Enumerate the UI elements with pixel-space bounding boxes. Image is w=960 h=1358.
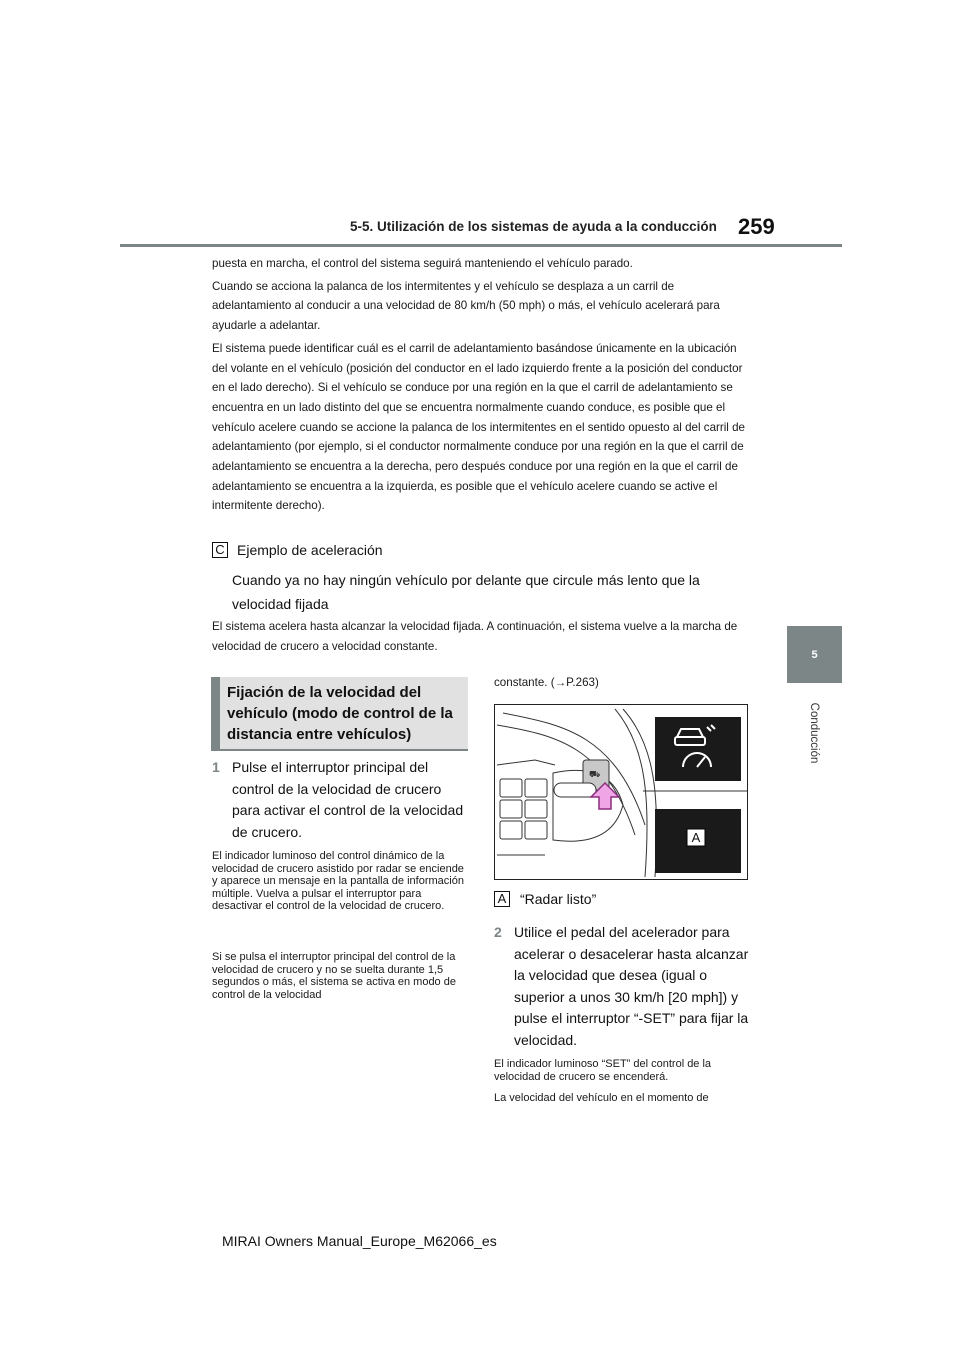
step-text: Utilice el pedal del acelerador para acelerar o desacelerar hasta alcanzar la velocidad que desea (igual o superior a unos 30 km/h [20 mph]) y pulse el interruptor “-SET” para fijar la velocidad. [514, 924, 749, 1048]
continuation-text: constante. (→P.263) [494, 676, 599, 689]
chapter-number: 5 [811, 648, 818, 661]
caption-text: “Radar listo” [520, 891, 597, 907]
example-c-heading [212, 542, 383, 558]
step-1 [212, 757, 472, 843]
step-1-note: El indicador luminoso del control dinámico de la velocidad de crucero asistido por radar se enciende y aparece un mensaje en la pantalla de información múltiple. Vuelva a pulsar el interruptor para desactivar el control de la velocidad de crucero. [212, 850, 464, 912]
chapter-label-text: Conducción [808, 702, 820, 764]
header-divider [120, 244, 842, 247]
section-heading: Fijación de la velocidad del vehículo (modo de control de la distancia entre vehículos) [211, 677, 468, 749]
svg-text:⛟: ⛟ [589, 770, 601, 780]
step-2-note: El indicador luminoso “SET” del control de la velocidad de crucero se encenderá. [494, 1058, 712, 1083]
footer-text: MIRAI Owners Manual_Europe_M62066_es [222, 1233, 497, 1249]
steering-switch-illustration [495, 705, 748, 880]
paragraph: puesta en marcha, el control del sistema seguirá manteniendo el vehículo parado. [212, 257, 633, 270]
paragraph: Cuando se acciona la palanca de los intermitentes y el vehículo se desplaza a un carril de adelantamiento al conducir a una velocidad de 80 km/h (50 mph) o más, el vehículo acelerará para ayudarle a adelantar. [212, 279, 720, 333]
label-box-a: A [494, 891, 510, 907]
section-heading-rule [211, 749, 468, 751]
example-title: Ejemplo de aceleración [237, 542, 383, 558]
label-box-c: C [212, 542, 228, 558]
step-text: Pulse el interruptor principal del control de la velocidad de crucero para activar el control de la velocidad de crucero. [232, 759, 464, 840]
intro-text [212, 254, 748, 519]
page-number: 259 [738, 214, 775, 239]
figure-caption-a [494, 891, 596, 907]
steering-wheel-figure [494, 704, 748, 880]
step-2-note: La velocidad del vehículo en el momento de [494, 1092, 709, 1104]
section-title: 5-5. Utilización de los sistemas de ayuda a la conducción [350, 219, 717, 234]
step-1-note: Si se pulsa el interruptor principal del control de la velocidad de crucero y no se suelta durante 1,5 segundos o más, el sistema se activa en modo de control de la velocidad [212, 951, 456, 1001]
paragraph: El sistema puede identificar cuál es el carril de adelantamiento basándose únicamente en la ubicación del volante en el vehículo (posición del conductor en el lado izquierdo frente a la posición del conductor en el lado derecho). Si el vehículo se conduce por una región en la que el carril de adelantamiento se encuentra en un lado distinto del que se encuentra normalmente cuando conduce, es posible que el vehículo acelere cuando se accione la palanca de los intermitentes en el sentido opuesto al del carril de adelantamiento (por ejemplo, si el conductor normalmente conduce por una región en la que el carril de adelantamiento se encuentra a la derecha, pero después conduce por una región en la que el carril de adelantamiento se encuentra a la izquierda, es posible que el vehículo acelere cuando se active el intermitente derecho). [212, 341, 746, 513]
chapter-label [790, 693, 838, 773]
step-number: 2 [494, 924, 502, 940]
step-number: 1 [212, 759, 220, 775]
example-subtitle: Cuando ya no hay ningún vehículo por delante que circule más lento que la velocidad fijada [232, 572, 700, 612]
step-2 [494, 922, 756, 1051]
chapter-tab[interactable] [787, 626, 842, 683]
example-note: El sistema acelera hasta alcanzar la velocidad fijada. A continuación, el sistema vuelve a la marcha de velocidad de crucero a velocidad constante. [212, 620, 738, 653]
display-label-a: A [691, 830, 701, 845]
